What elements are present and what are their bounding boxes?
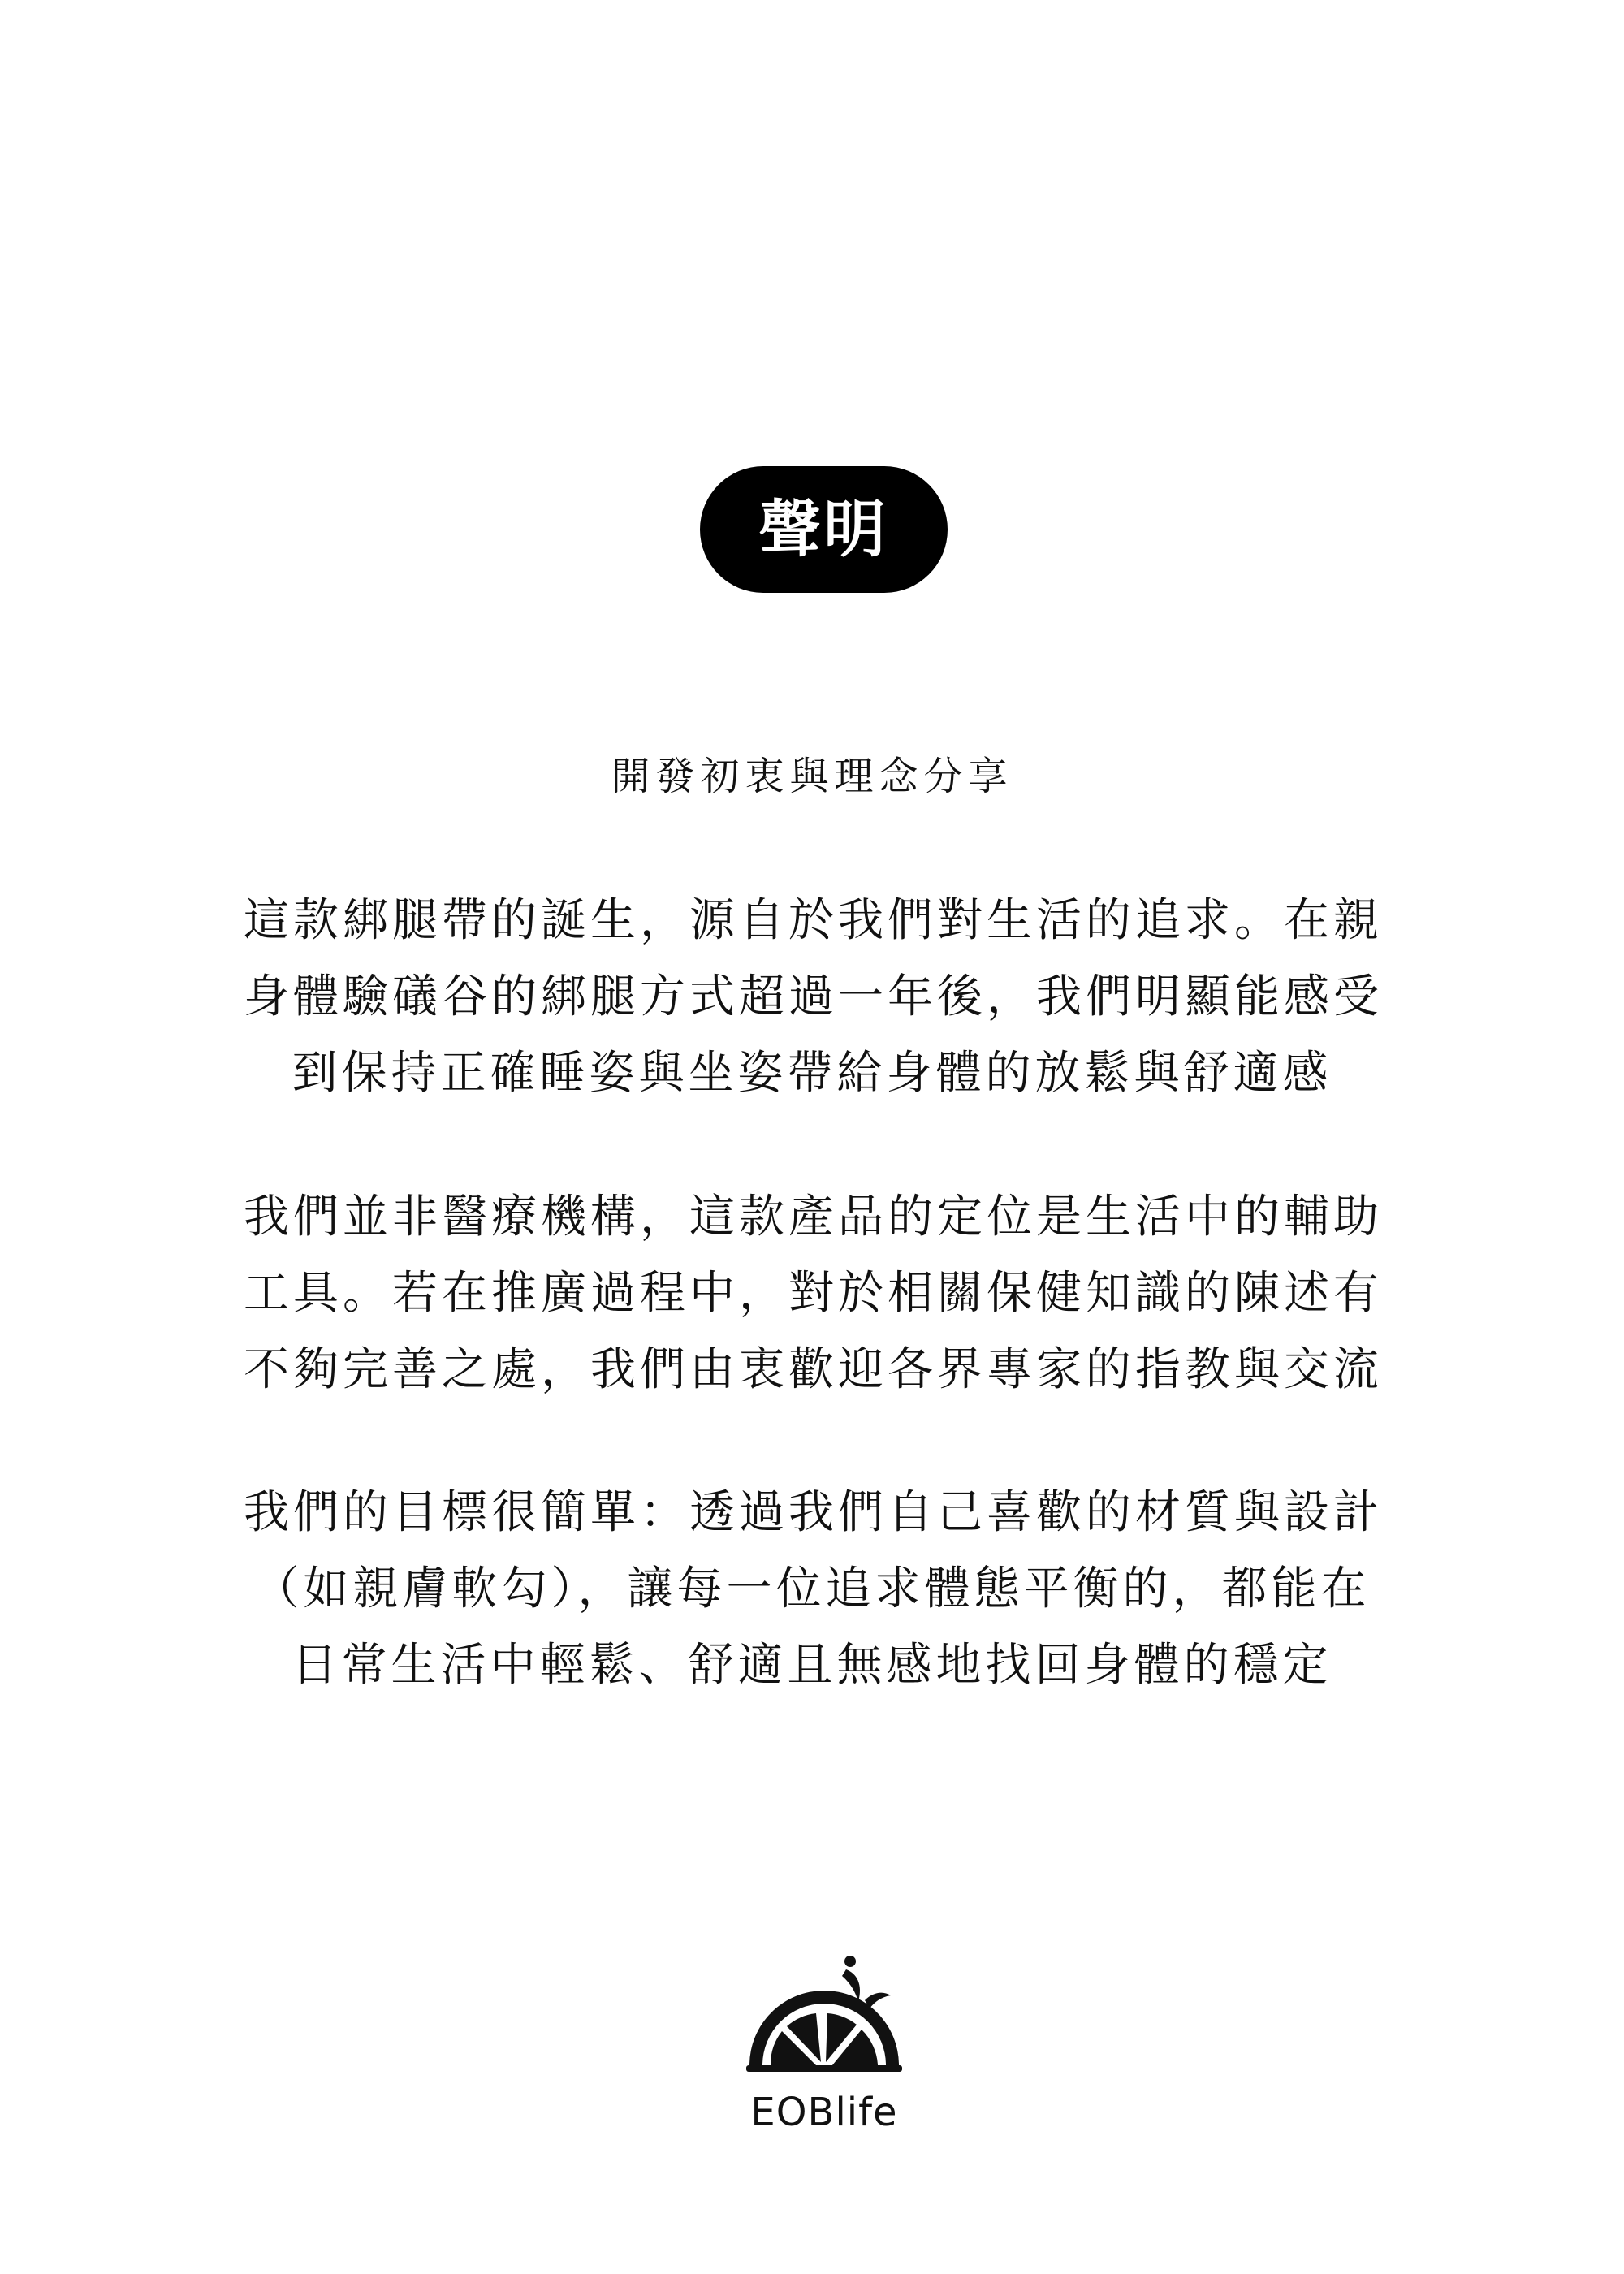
paragraph-line: 這款綁腿帶的誕生，源自於我們對生活的追求。在親 [244, 894, 1383, 947]
paragraph-line: 不夠完善之處，我們由衷歡迎各界專家的指教與交流 [244, 1343, 1383, 1396]
paragraph-line: （如親膚軟勾），讓每一位追求體態平衡的，都能在 [253, 1563, 1371, 1615]
paragraph-goal [244, 1475, 1383, 1704]
paragraph-line: 身體驗礒谷的綁腿方式超過一年後，我們明顯能感受 [244, 971, 1383, 1023]
page-title: 聲明 [758, 493, 889, 565]
subtitle: 開發初衷與理念分享 [611, 754, 1013, 799]
paragraph-origin [244, 883, 1383, 1112]
paragraph-disclaimer [244, 1179, 1383, 1408]
paragraph-line: 日常生活中輕鬆、舒適且無感地找回身體的穩定 [292, 1639, 1332, 1692]
paragraph-line: 我們的目標很簡單：透過我們自己喜歡的材質與設計 [244, 1486, 1383, 1539]
title-badge [700, 466, 948, 593]
citrus-slice-logo-icon [735, 1945, 914, 2091]
paragraph-line: 我們並非醫療機構，這款產品的定位是生活中的輔助 [244, 1191, 1383, 1243]
brand-logo [735, 1945, 914, 2140]
paragraph-line: 工具。若在推廣過程中，對於相關保健知識的陳述有 [244, 1267, 1383, 1320]
brand-name: EOBlife [750, 2090, 898, 2135]
paragraph-line: 到保持正確睡姿與坐姿帶給身體的放鬆與舒適感 [292, 1047, 1332, 1100]
